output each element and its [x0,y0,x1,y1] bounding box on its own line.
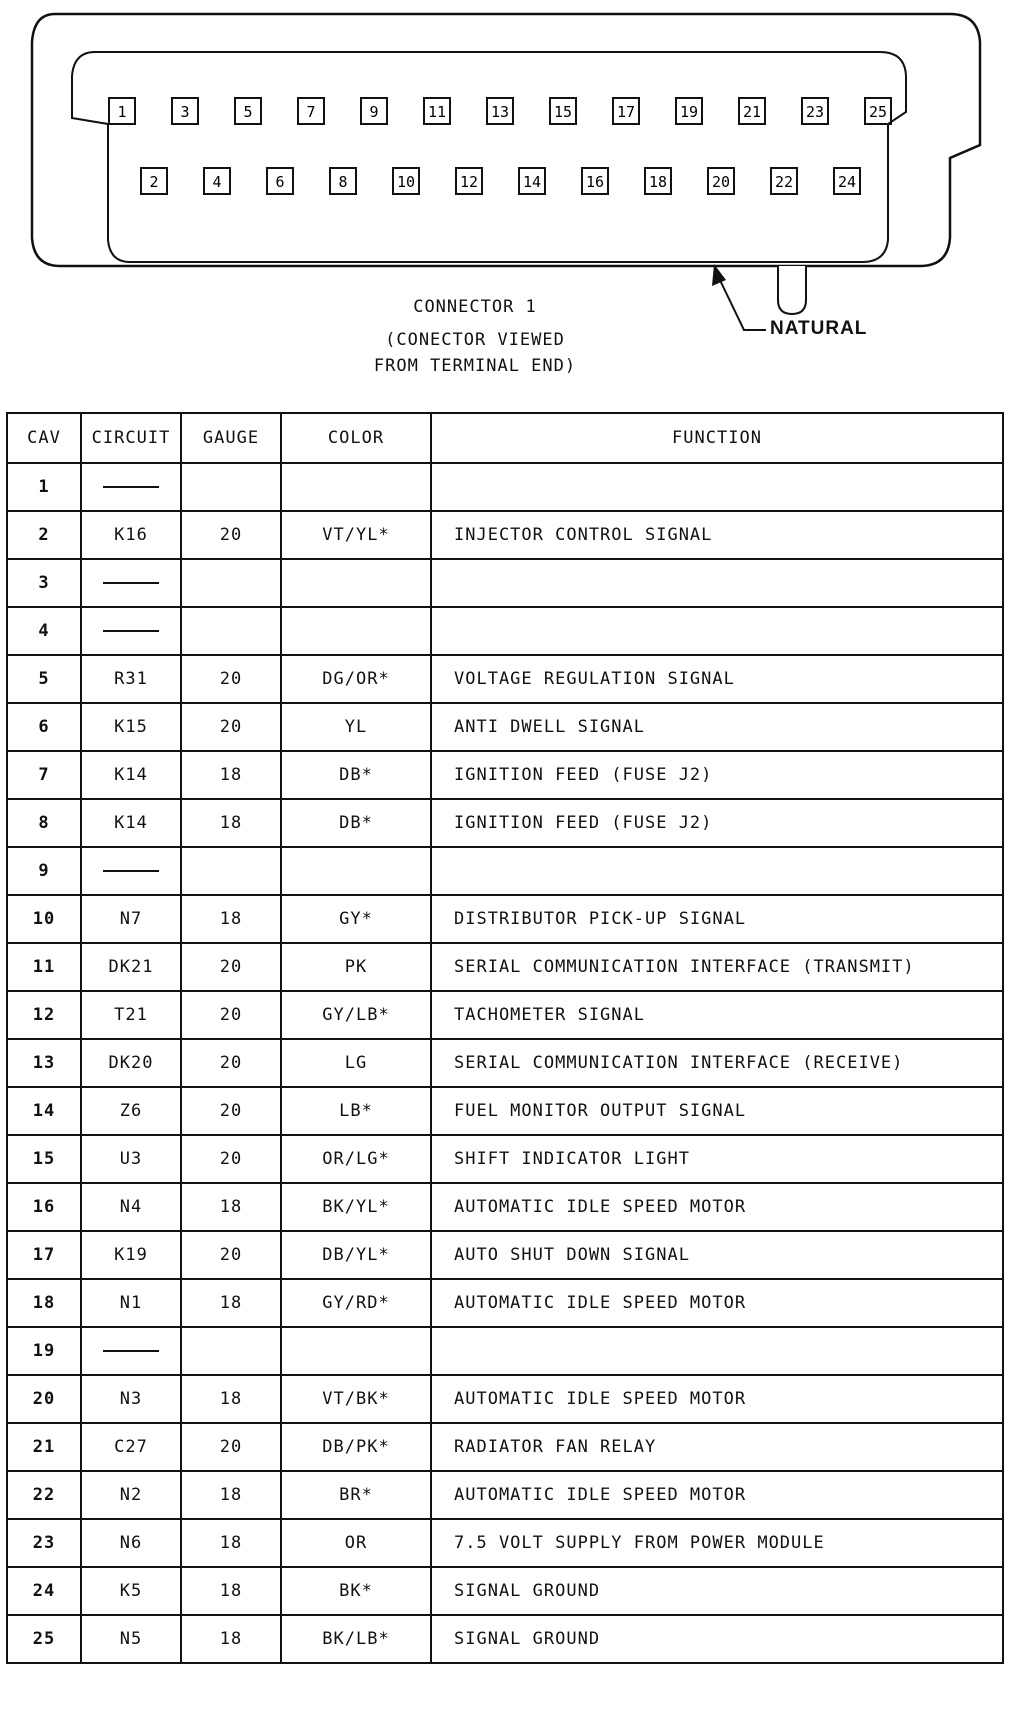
cavity-number: 24 [837,173,857,191]
cell-circuit: N4 [81,1183,181,1231]
cell-gauge: 20 [181,511,281,559]
cell-color [281,559,431,607]
cell-color: DB/PK* [281,1423,431,1471]
pin-23 [802,98,828,124]
caption-line-2: (CONECTOR VIEWED [385,330,565,350]
table-row [7,1327,1003,1375]
cell-cav: 5 [7,655,81,703]
unused-cavity-dash [103,582,159,584]
cell-cav: 24 [7,1567,81,1615]
cell-cav: 21 [7,1423,81,1471]
cell-color [281,463,431,511]
table-row [7,511,1003,559]
cell-function: SIGNAL GROUND [431,1615,1003,1663]
table-row [7,607,1003,655]
cell-circuit: T21 [81,991,181,1039]
caption-line-3: FROM TERMINAL END) [373,356,577,376]
cell-gauge [181,463,281,511]
natural-arrowhead [712,264,726,286]
cavity-number: 5 [243,103,253,121]
cell-function [431,1327,1003,1375]
cell-gauge: 18 [181,751,281,799]
table-row [7,655,1003,703]
cell-gauge: 20 [181,1087,281,1135]
pin-15 [550,98,576,124]
cell-function: IGNITION FEED (FUSE J2) [431,799,1003,847]
cell-circuit: N6 [81,1519,181,1567]
cavity-number: 12 [459,173,479,191]
cell-function [431,607,1003,655]
cell-cav: 16 [7,1183,81,1231]
cell-gauge: 20 [181,1135,281,1183]
cell-gauge: 20 [181,991,281,1039]
cell-cav: 8 [7,799,81,847]
table-row [7,1471,1003,1519]
cell-function: AUTOMATIC IDLE SPEED MOTOR [431,1375,1003,1423]
caption-line-1: CONNECTOR 1 [413,297,537,317]
cell-function: IGNITION FEED (FUSE J2) [431,751,1003,799]
cavity-number: 15 [553,103,573,121]
cavity-number: 19 [679,103,699,121]
cavity-number: 21 [742,103,762,121]
table-body [7,463,1003,1663]
table-row [7,895,1003,943]
cell-color [281,1327,431,1375]
cell-gauge: 18 [181,1567,281,1615]
cell-cav: 14 [7,1087,81,1135]
cell-circuit: DK20 [81,1039,181,1087]
table-row [7,703,1003,751]
cell-color: LB* [281,1087,431,1135]
cavity-number: 25 [868,103,888,121]
pin-9 [361,98,387,124]
cell-color [281,607,431,655]
cell-gauge [181,607,281,655]
cell-circuit: N5 [81,1615,181,1663]
cell-color: OR/LG* [281,1135,431,1183]
header-function: FUNCTION [431,413,1003,463]
pin-5 [235,98,261,124]
cell-circuit: K16 [81,511,181,559]
cell-color: OR [281,1519,431,1567]
cell-function: AUTO SHUT DOWN SIGNAL [431,1231,1003,1279]
cell-cav: 17 [7,1231,81,1279]
table-row [7,847,1003,895]
pin-11 [424,98,450,124]
pin-3 [172,98,198,124]
connector-inner-cavity [72,52,906,262]
cavity-number: 3 [180,103,190,121]
cell-function: SHIFT INDICATOR LIGHT [431,1135,1003,1183]
cell-gauge [181,559,281,607]
cell-circuit: K15 [81,703,181,751]
natural-label: NATURAL [770,318,868,339]
cell-gauge: 20 [181,943,281,991]
cell-cav: 2 [7,511,81,559]
cavity-number: 22 [774,173,794,191]
cell-cav: 12 [7,991,81,1039]
cell-function [431,559,1003,607]
cavity-number: 14 [522,173,542,191]
cell-circuit [81,847,181,895]
cell-cav: 19 [7,1327,81,1375]
cell-color: DB/YL* [281,1231,431,1279]
cell-function: FUEL MONITOR OUTPUT SIGNAL [431,1087,1003,1135]
cell-cav: 1 [7,463,81,511]
cell-gauge: 20 [181,1423,281,1471]
cell-gauge: 18 [181,1615,281,1663]
header-gauge: GAUGE [181,413,281,463]
cavity-number: 16 [585,173,605,191]
pin-12 [456,168,482,194]
pin-19 [676,98,702,124]
pin-17 [613,98,639,124]
cell-function: RADIATOR FAN RELAY [431,1423,1003,1471]
cell-gauge: 20 [181,1039,281,1087]
cell-gauge: 18 [181,1471,281,1519]
pin-20 [708,168,734,194]
table-row [7,1039,1003,1087]
pin-14 [519,168,545,194]
cell-circuit [81,1327,181,1375]
cell-gauge [181,1327,281,1375]
cell-cav: 10 [7,895,81,943]
cell-color: BK/YL* [281,1183,431,1231]
cell-function: VOLTAGE REGULATION SIGNAL [431,655,1003,703]
cell-gauge: 18 [181,1519,281,1567]
table-row [7,943,1003,991]
cell-circuit: N1 [81,1279,181,1327]
table-row [7,559,1003,607]
pin-10 [393,168,419,194]
cell-color: VT/YL* [281,511,431,559]
cell-gauge: 18 [181,799,281,847]
header-circuit: CIRCUIT [81,413,181,463]
cell-function: DISTRIBUTOR PICK-UP SIGNAL [431,895,1003,943]
cell-gauge [181,847,281,895]
cavity-number: 13 [490,103,510,121]
cell-cav: 3 [7,559,81,607]
cell-function [431,463,1003,511]
unused-cavity-dash [103,630,159,632]
cell-function: SIGNAL GROUND [431,1567,1003,1615]
table-row [7,751,1003,799]
table-row [7,1135,1003,1183]
cell-cav: 22 [7,1471,81,1519]
cell-circuit [81,463,181,511]
pin-25 [865,98,891,124]
cell-gauge: 20 [181,703,281,751]
cell-color: GY/RD* [281,1279,431,1327]
cell-function: SERIAL COMMUNICATION INTERFACE (RECEIVE) [431,1039,1003,1087]
cavity-number: 10 [396,173,416,191]
cell-gauge: 18 [181,1183,281,1231]
pin-2 [141,168,167,194]
pin-24 [834,168,860,194]
cell-circuit: R31 [81,655,181,703]
cell-color: GY/LB* [281,991,431,1039]
cell-circuit: N3 [81,1375,181,1423]
table-row [7,1567,1003,1615]
cell-circuit [81,559,181,607]
cavity-number: 20 [711,173,731,191]
pin-21 [739,98,765,124]
table-row [7,799,1003,847]
cell-function: AUTOMATIC IDLE SPEED MOTOR [431,1183,1003,1231]
table-row [7,1423,1003,1471]
pin-4 [204,168,230,194]
cell-cav: 4 [7,607,81,655]
cell-circuit: N2 [81,1471,181,1519]
cell-gauge: 20 [181,655,281,703]
cell-cav: 23 [7,1519,81,1567]
table-row [7,1375,1003,1423]
pin-6 [267,168,293,194]
cell-color: DB* [281,799,431,847]
cell-cav: 6 [7,703,81,751]
cell-color: LG [281,1039,431,1087]
cell-gauge: 18 [181,895,281,943]
cell-circuit: K14 [81,751,181,799]
cell-function: AUTOMATIC IDLE SPEED MOTOR [431,1279,1003,1327]
cavity-number: 18 [648,173,668,191]
pin-18 [645,168,671,194]
cell-cav: 18 [7,1279,81,1327]
cell-circuit: Z6 [81,1087,181,1135]
pin-22 [771,168,797,194]
cell-color: BR* [281,1471,431,1519]
table-row [7,1279,1003,1327]
cell-color: BK/LB* [281,1615,431,1663]
cell-color: VT/BK* [281,1375,431,1423]
header-cav: CAV [7,413,81,463]
cell-function: INJECTOR CONTROL SIGNAL [431,511,1003,559]
cell-circuit: U3 [81,1135,181,1183]
cell-cav: 11 [7,943,81,991]
cell-cav: 25 [7,1615,81,1663]
cell-cav: 9 [7,847,81,895]
cell-function: 7.5 VOLT SUPPLY FROM POWER MODULE [431,1519,1003,1567]
pin-16 [582,168,608,194]
pin-8 [330,168,356,194]
cell-color: GY* [281,895,431,943]
cell-cav: 7 [7,751,81,799]
cell-circuit: K19 [81,1231,181,1279]
cavity-number: 11 [427,103,447,121]
pin-13 [487,98,513,124]
table-row [7,1231,1003,1279]
cell-function: TACHOMETER SIGNAL [431,991,1003,1039]
table-row [7,1519,1003,1567]
header-color: COLOR [281,413,431,463]
unused-cavity-dash [103,486,159,488]
table-row [7,1087,1003,1135]
cell-circuit: N7 [81,895,181,943]
cell-color: PK [281,943,431,991]
cavity-number: 9 [369,103,379,121]
cell-circuit [81,607,181,655]
cell-color: BK* [281,1567,431,1615]
cavity-number: 7 [306,103,316,121]
cavity-number: 6 [275,173,285,191]
cell-cav: 13 [7,1039,81,1087]
bottom-pin-row [141,168,860,194]
cavity-number: 2 [149,173,159,191]
cell-cav: 20 [7,1375,81,1423]
cell-color [281,847,431,895]
table-row [7,463,1003,511]
cell-function: SERIAL COMMUNICATION INTERFACE (TRANSMIT) [431,943,1003,991]
natural-leader-line [718,276,766,330]
table-row [7,1183,1003,1231]
cell-color: DG/OR* [281,655,431,703]
pin-1 [109,98,135,124]
cell-function [431,847,1003,895]
cell-gauge: 18 [181,1375,281,1423]
cell-circuit: K5 [81,1567,181,1615]
cavity-number: 4 [212,173,222,191]
unused-cavity-dash [103,1350,159,1352]
unused-cavity-dash [103,870,159,872]
cell-cav: 15 [7,1135,81,1183]
pin-table [6,412,1004,1664]
pin-7 [298,98,324,124]
table-header-row [7,413,1003,463]
cell-color: DB* [281,751,431,799]
table-row [7,1615,1003,1663]
top-pin-row [109,98,891,124]
cavity-number: 8 [338,173,348,191]
table-row [7,991,1003,1039]
cell-function: ANTI DWELL SIGNAL [431,703,1003,751]
cell-circuit: DK21 [81,943,181,991]
cavity-number: 1 [117,103,127,121]
cell-gauge: 20 [181,1231,281,1279]
cavity-number: 17 [616,103,636,121]
latch-tab [778,266,806,314]
cell-color: YL [281,703,431,751]
cell-circuit: K14 [81,799,181,847]
cell-function: AUTOMATIC IDLE SPEED MOTOR [431,1471,1003,1519]
cavity-number: 23 [805,103,825,121]
cell-circuit: C27 [81,1423,181,1471]
cell-gauge: 18 [181,1279,281,1327]
